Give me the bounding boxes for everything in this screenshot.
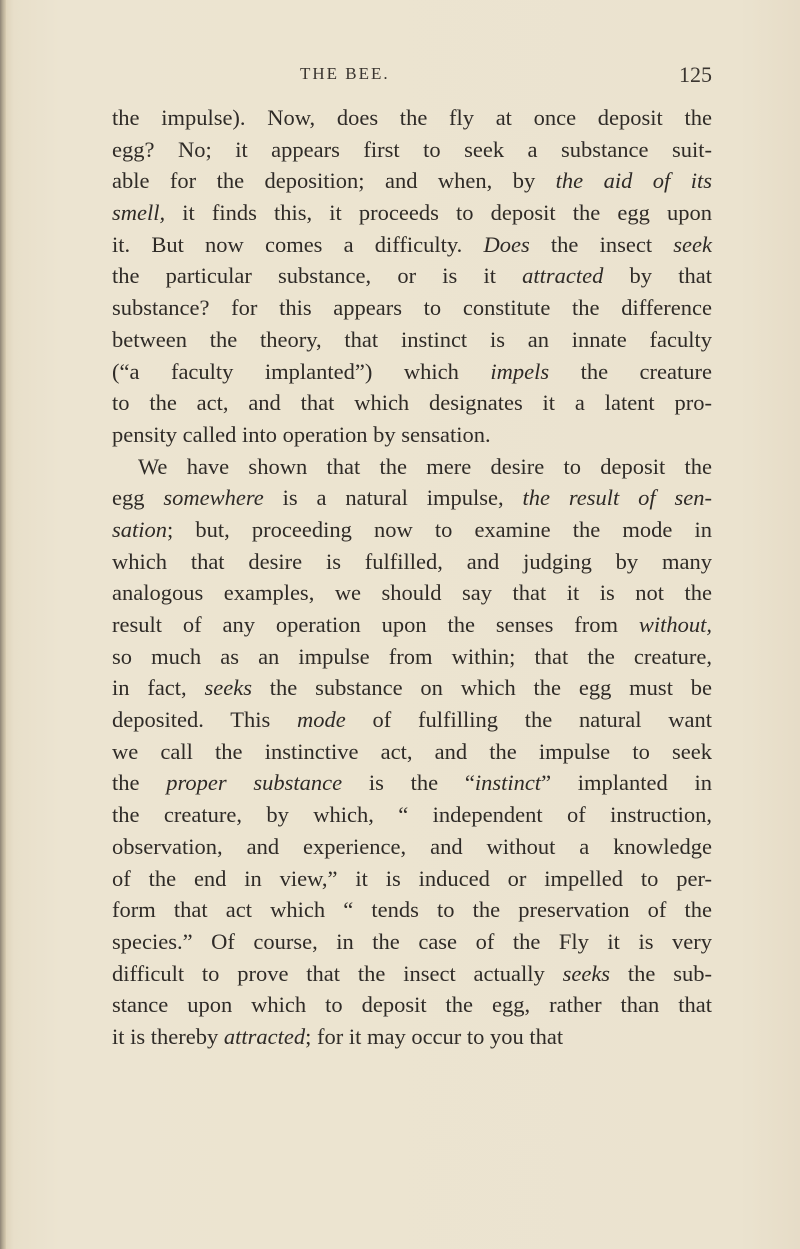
text-line: [112, 356, 712, 388]
text-run: ” implanted in: [541, 770, 712, 796]
italic-text: mode: [296, 707, 346, 733]
italic-text: proper substance: [166, 770, 343, 796]
italic-text: attracted: [522, 263, 604, 289]
italic-text: the result of sen-: [522, 485, 712, 511]
text-run: to the act, and that which designates it a latent pro-: [112, 390, 712, 416]
text-run: is the “: [342, 770, 475, 796]
text-run: so much as an impulse from within; that the creature,: [112, 643, 712, 669]
text-line: [112, 894, 712, 926]
text-run: the creature: [549, 358, 712, 384]
text-line: [112, 165, 712, 197]
text-run: it finds this, it proceeds to deposit the egg upon: [165, 200, 712, 226]
text-run: analogous examples, we should say that it is not the: [112, 580, 712, 606]
text-run: form that act which “ tends to the preservation of the: [112, 897, 712, 923]
text-line: [112, 736, 712, 768]
text-run: the creature, by which, “ independent of instruction,: [112, 802, 712, 828]
body-text: [112, 102, 712, 1053]
italic-text: somewhere: [163, 485, 264, 511]
page-header: [112, 62, 712, 94]
text-run: species.” Of course, in the case of the Fly it is very: [112, 928, 712, 954]
text-line: [112, 546, 712, 578]
text-run: we call the instinctive act, and the impulse to seek: [112, 738, 712, 764]
text-line: [112, 482, 712, 514]
text-run: the particular substance, or is it: [112, 263, 523, 289]
text-run: between the theory, that instinct is an innate faculty: [112, 326, 712, 352]
text-run: the insect: [529, 231, 674, 257]
text-run: the impulse). Now, does the fly at once deposit the: [112, 105, 712, 130]
text-line: [112, 102, 712, 134]
text-run: the substance on which the egg must be: [251, 675, 713, 701]
text-line: [112, 831, 712, 863]
text-run: it. But now comes a difficulty.: [112, 231, 484, 257]
text-run: ; but, proceeding now to examine the mode in: [167, 516, 712, 542]
running-title: THE BEE.: [300, 64, 390, 83]
text-line: [112, 863, 712, 895]
page-binding-edge: [0, 0, 6, 1249]
text-line: [112, 1021, 712, 1053]
italic-text: impels: [490, 358, 550, 384]
text-line: [112, 514, 712, 546]
italic-text: seeks: [562, 960, 611, 986]
text-line: [112, 387, 712, 419]
italic-text: seeks: [204, 675, 252, 701]
text-line: [112, 926, 712, 958]
text-run: We have shown that the mere desire to deposit the: [138, 453, 712, 479]
text-run: it is thereby: [112, 1023, 224, 1049]
text-line: [112, 989, 712, 1021]
italic-text: Does: [483, 231, 530, 257]
italic-text: attracted: [223, 1023, 306, 1049]
italic-text: the aid of its: [555, 168, 713, 194]
text-run: result of any operation upon the senses from: [112, 612, 639, 637]
text-run: egg: [112, 485, 164, 511]
text-run: observation, and experience, and without a knowledge: [112, 833, 712, 859]
italic-text: sation: [112, 516, 168, 542]
text-run: egg? No; it appears first to seek a substance suit-: [112, 136, 712, 162]
text-line: [112, 134, 712, 166]
text-line: [112, 419, 712, 451]
text-run: ; for it may occur to you that: [305, 1023, 564, 1049]
text-run: deposited. This: [112, 707, 297, 733]
italic-text: smell,: [112, 200, 166, 226]
text-line: [112, 641, 712, 673]
text-run: in fact,: [112, 675, 205, 701]
text-line: [112, 451, 712, 483]
text-run: able for the deposition; and when, by: [112, 168, 556, 194]
text-run: the: [112, 770, 167, 796]
text-run: substance? for this appears to constitute the difference: [112, 295, 712, 321]
text-run: the sub-: [610, 960, 712, 986]
text-run: pensity called into operation by sensation.: [112, 421, 491, 447]
text-run: of the end in view,” it is induced or impelled to per-: [112, 865, 712, 891]
text-line: [112, 229, 712, 261]
text-line: [112, 672, 712, 704]
text-line: [112, 577, 712, 609]
text-line: [112, 292, 712, 324]
text-line: [112, 260, 712, 292]
italic-text: without,: [638, 612, 712, 637]
text-run: stance upon which to deposit the egg, rather than that: [112, 992, 712, 1018]
text-run: by that: [603, 263, 712, 289]
text-line: [112, 958, 712, 990]
italic-text: instinct: [474, 770, 542, 796]
text-run: which that desire is fulfilled, and judging by many: [112, 548, 712, 574]
text-run: of fulfilling the natural want: [345, 707, 712, 733]
text-line: [112, 609, 712, 641]
page-number: 125: [679, 62, 712, 87]
text-line: [112, 704, 712, 736]
text-line: [112, 767, 712, 799]
text-line: [112, 197, 712, 229]
text-line: [112, 324, 712, 356]
text-line: [112, 799, 712, 831]
text-run: is a natural impulse,: [263, 485, 523, 511]
text-run: (“a faculty implanted”) which: [112, 358, 491, 384]
italic-text: seek: [673, 231, 712, 257]
text-run: difficult to prove that the insect actually: [112, 960, 563, 986]
